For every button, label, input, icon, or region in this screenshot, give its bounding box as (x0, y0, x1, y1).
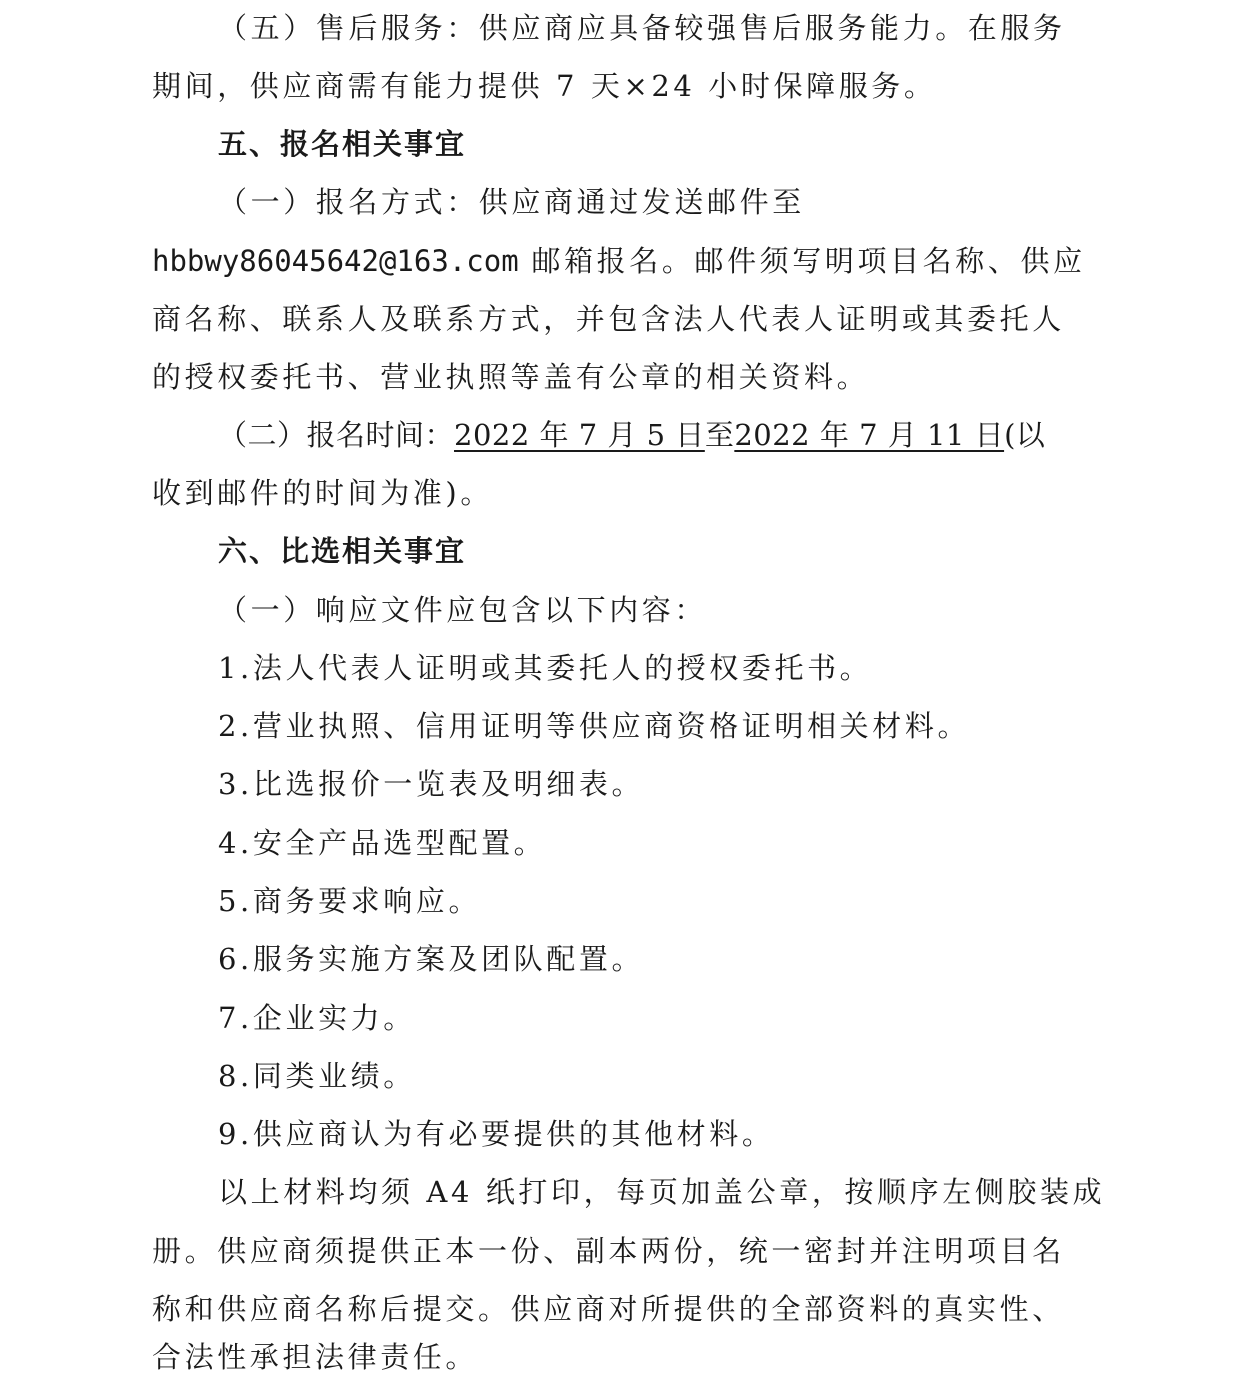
paragraph-final-line-1: 以上材料均须 A4 纸打印，每页加盖公章，按顺序左侧胶装成 (218, 1175, 1106, 1209)
paragraph-final-line-2: 册。供应商须提供正本一份、副本两份，统一密封并注明项目名 (152, 1234, 1065, 1268)
paragraph-registration-time-line-2: 收到邮件的时间为准)。 (152, 476, 493, 510)
list-item-7: 7.企业实力。 (218, 1001, 416, 1035)
list-item-8: 8.同类业绩。 (218, 1059, 416, 1093)
list-item-6: 6.服务实施方案及团队配置。 (218, 942, 645, 976)
heading-registration: 五、报名相关事宜 (218, 127, 467, 161)
registration-date-separator: 至 (704, 418, 735, 452)
list-item-5: 5.商务要求响应。 (218, 884, 482, 918)
paragraph-registration-method-line-1: （一）报名方式：供应商通过发送邮件至 (218, 185, 805, 219)
paragraph-registration-method-line-3: 商名称、联系人及联系方式，并包含法人代表人证明或其委托人 (152, 302, 1065, 336)
paragraph-final-line-4: 合法性承担法律责任。 (152, 1340, 479, 1374)
paragraph-response-intro: （一）响应文件应包含以下内容： (218, 593, 708, 627)
heading-selection: 六、比选相关事宜 (218, 534, 467, 568)
paragraph-after-sales-line-1: （五）售后服务：供应商应具备较强售后服务能力。在服务 (218, 11, 1066, 45)
list-item-2: 2.营业执照、信用证明等供应商资格证明相关材料。 (218, 709, 971, 743)
list-item-3: 3.比选报价一览表及明细表。 (218, 767, 645, 801)
paragraph-after-sales-line-2: 期间，供应商需有能力提供 7 天×24 小时保障服务。 (152, 69, 937, 103)
email-address: hbbwy86045642@163.com (152, 244, 519, 278)
list-item-9: 9.供应商认为有必要提供的其他材料。 (218, 1117, 775, 1151)
registration-time-label: （二）报名时间： (218, 418, 455, 452)
paragraph-registration-method-line-2 (152, 239, 1086, 283)
registration-time-suffix: (以 (1004, 418, 1046, 452)
registration-method-text: 邮箱报名。邮件须写明项目名称、供应 (518, 244, 1086, 278)
paragraph-registration-time-line-1 (218, 413, 1045, 457)
list-item-4: 4.安全产品选型配置。 (218, 826, 547, 860)
registration-start-date: 2022 年 7 月 5 日 (454, 418, 705, 452)
list-item-1: 1.法人代表人证明或其委托人的授权委托书。 (218, 651, 873, 685)
registration-end-date: 2022 年 7 月 11 日 (734, 418, 1005, 452)
paragraph-final-line-3: 称和供应商名称后提交。供应商对所提供的全部资料的真实性、 (152, 1292, 1065, 1326)
paragraph-registration-method-line-4: 的授权委托书、营业执照等盖有公章的相关资料。 (152, 360, 870, 394)
